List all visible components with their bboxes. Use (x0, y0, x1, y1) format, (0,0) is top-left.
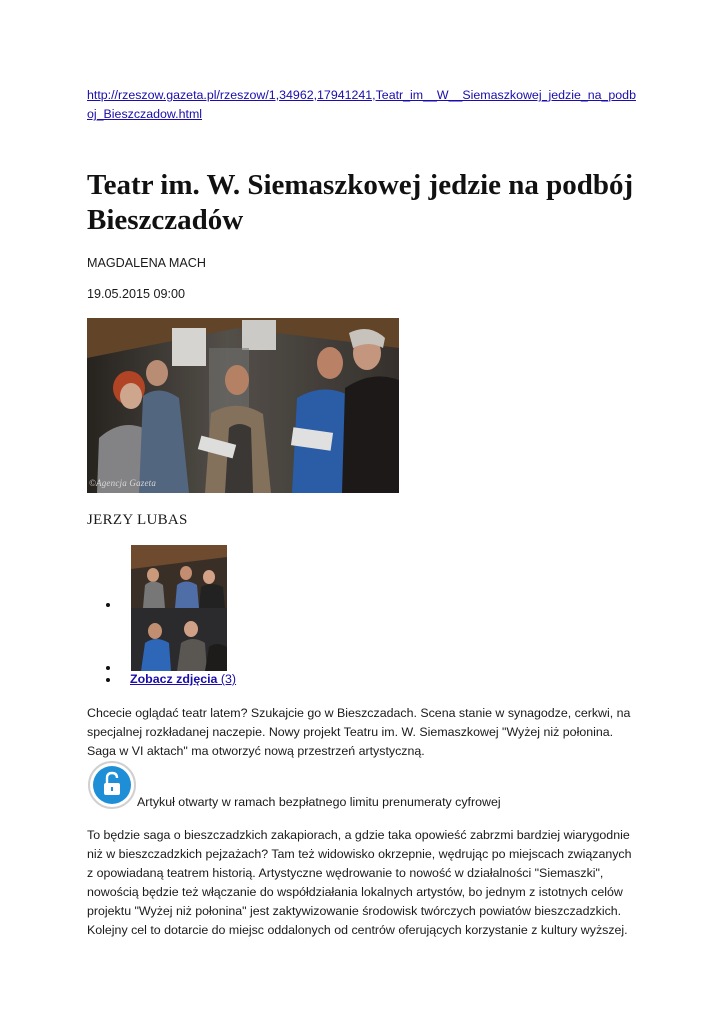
main-photo (87, 318, 399, 493)
article-headline: Teatr im. W. Siemaszkowej jedzie na podbój Bieszczadów (87, 169, 634, 236)
source-url-link[interactable]: http://rzeszow.gazeta.pl/rzeszow/1,34962,17941241,Teatr_im__W__Siemaszkowej_jedzie_na_podboj_Bieszczadow.html (87, 88, 636, 121)
see-photos-label: Zobacz zdjęcia (130, 672, 218, 686)
free-article-notice: Artykuł otwarty w ramach bezpłatnego limitu prenumeraty cyfrowej (137, 795, 501, 809)
article-lead: Chcecie oglądać teatr latem? Szukajcie go w Bieszczadach. Scena stanie w synagodze, cerkwi, na specjalnej rozkładanej naczepie. Nowy projekt Teatru im. W. Siemaszkowej "Wyżej niż połonina. Saga w VI aktach" ma otworzyć nową przestrzeń artystyczną. (87, 706, 631, 758)
photo-credit: JERZY LUBAS (87, 512, 188, 528)
see-photos-link[interactable] (130, 672, 236, 686)
bullet (106, 603, 110, 607)
photo-watermark: ©Agencja Gazeta (89, 478, 157, 488)
rehearsal-photo (87, 318, 399, 493)
lock-icon (87, 760, 137, 810)
photo-count: (3) (220, 672, 237, 686)
bullet (106, 678, 110, 682)
thumbnail-image (131, 545, 227, 671)
gallery-thumbnail[interactable] (131, 545, 227, 671)
article-date: 19.05.2015 09:00 (87, 287, 186, 301)
article-author: MAGDALENA MACH (87, 256, 206, 270)
bullet (106, 666, 110, 670)
article-body: To będzie saga o bieszczadzkich zakapiorach, a gdzie taka opowieść zabrzmi bardziej wiarygodnie niż w bieszczadzkich pejzażach? Tam też widowisko okrzepnie, wędrując po miejscach związanych z opowiadaną teatrem historią. Artystyczne wędrowanie to nowość w działalności "Siemaszki", nowością będzie też włączanie do współdziałania lokalnych artystów, bo jednym z istotnych celów projektu "Wyżej niż połonina" jest zaktywizowanie środowisk twórczych powiatów bieszczadzkich. Kolejny cel to dotarcie do miejsc oddalonych od centrów oferujących korzystanie z kultury wyższej. (87, 828, 632, 937)
